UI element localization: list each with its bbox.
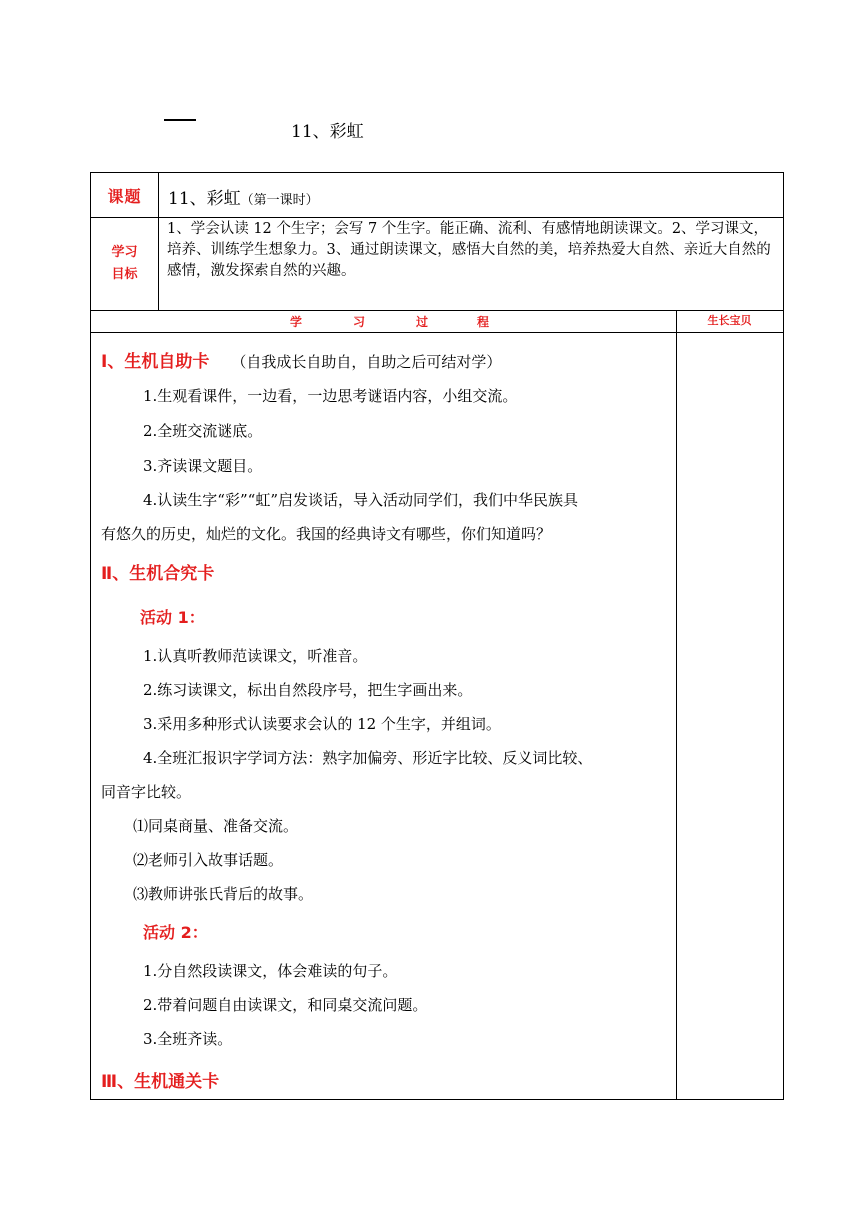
- side-header: 生长宝贝: [707, 314, 752, 327]
- section-1-note: （自我成长自助自，自助之后可结对学）: [231, 353, 502, 371]
- lesson-table: [90, 172, 784, 1100]
- lesson-period: （第一课时）: [240, 193, 319, 208]
- goals-text: 1、学会认读 12 个生字；会写 7 个生字。能正确、流利、有感情地朗读课文。2、学习课文，培养、训练学生想象力。3、通过朗读课文，感悟大自然的美，培养热爱大自然、亲近大自然的感情，激发探索自然的兴趣。: [167, 221, 771, 279]
- section-2-heading: Ⅱ、生机合究卡: [101, 564, 215, 584]
- section-1-heading: [101, 347, 501, 372]
- process-content: [91, 332, 677, 1099]
- goals-label-line1: 学习: [111, 244, 138, 260]
- list-item: 3.采用多种形式认读要求会认的 12 个生字，并组词。: [143, 715, 501, 733]
- list-item: 3.齐读课文题目。: [143, 457, 263, 475]
- list-item: 3.全班齐读。: [143, 1030, 233, 1048]
- list-item: ⑴同桌商量、准备交流。: [133, 817, 299, 835]
- goals-row: [91, 217, 783, 311]
- list-item: 同音字比较。: [101, 783, 192, 801]
- list-item: ⑵老师引入故事话题。: [133, 851, 284, 869]
- list-item: 4.全班汇报识字学词方法：熟字加偏旁、形近字比较、反义词比较、: [143, 749, 593, 767]
- lesson-label: 课题: [91, 173, 159, 217]
- lesson-row: [91, 173, 783, 218]
- list-item: 2.练习读课文，标出自然段序号，把生字画出来。: [143, 681, 473, 699]
- section-1-title: Ⅰ、生机自助卡: [101, 352, 210, 372]
- lesson-title-text: 11、彩虹: [168, 189, 241, 209]
- list-item: 1.生观看课件，一边看，一边思考谜语内容，小组交流。: [143, 387, 518, 405]
- process-header: [91, 310, 677, 332]
- list-item: 1.分自然段读课文，体会难读的句子。: [143, 962, 398, 980]
- list-item: 1.认真听教师范读课文，听准音。: [143, 647, 368, 665]
- process-header-char: 习: [353, 315, 366, 329]
- goals-label: [91, 217, 159, 310]
- list-item: 有悠久的历史，灿烂的文化。我国的经典诗文有哪些，你们知道吗？: [101, 525, 552, 543]
- process-header-char: 学: [290, 315, 303, 329]
- process-header-char: 程: [477, 315, 490, 329]
- list-item: 2.全班交流谜底。: [143, 422, 263, 440]
- activity-2-heading: 活动 2：: [143, 923, 208, 942]
- page-title: 11、彩虹: [291, 122, 364, 142]
- process-header-row: [91, 310, 783, 333]
- activity-1-heading: 活动 1：: [140, 608, 205, 627]
- title-dash: [164, 119, 196, 121]
- list-item: 4.认读生字“彩”“虹”启发谈话，导入活动同学们，我们中华民族具: [143, 491, 578, 509]
- process-header-char: 过: [416, 315, 429, 329]
- section-3-heading: Ⅲ、生机通关卡: [101, 1072, 220, 1092]
- list-item: 2.带着问题自由读课文，和同桌交流问题。: [143, 996, 428, 1014]
- goals-label-line2: 目标: [111, 266, 138, 282]
- list-item: ⑶教师讲张氏背后的故事。: [133, 885, 314, 903]
- lesson-title: [168, 184, 319, 209]
